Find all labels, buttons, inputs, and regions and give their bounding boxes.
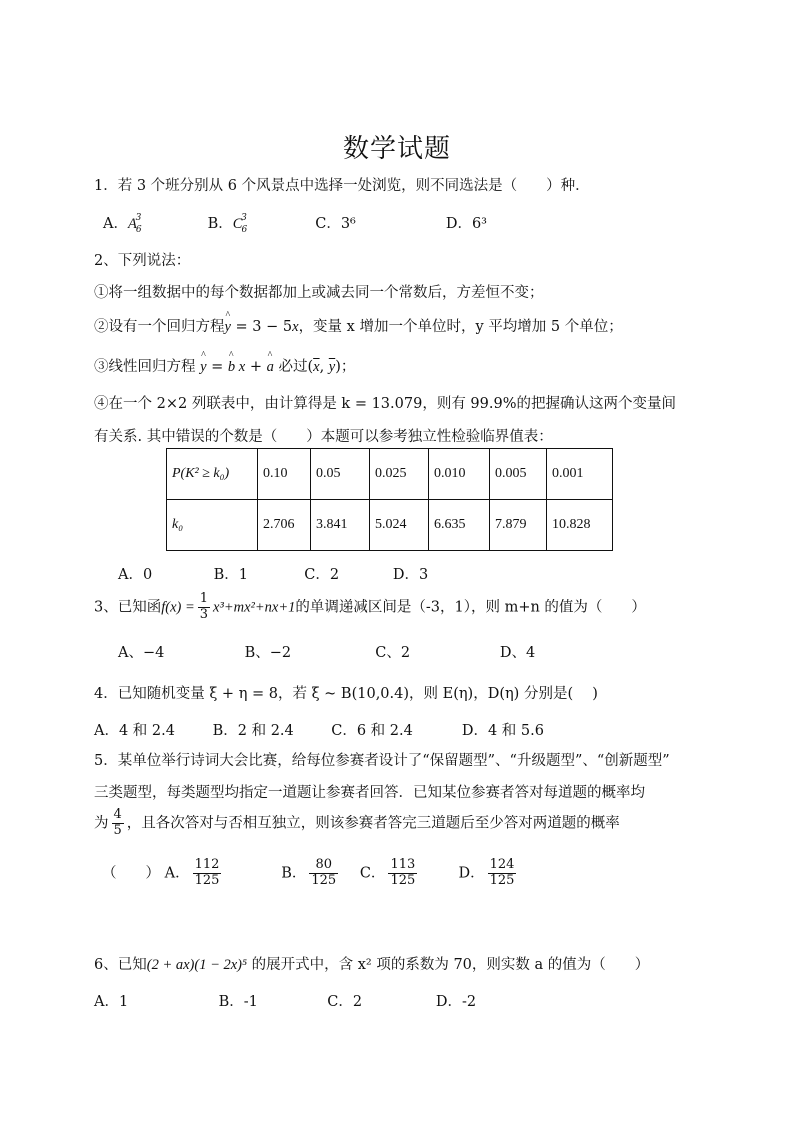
question-5-options [102, 858, 519, 889]
table-row [167, 449, 613, 500]
table-cell: 5.024 [370, 500, 429, 551]
option-d: D．-2 [435, 994, 477, 1010]
table-cell: 10.828 [547, 500, 613, 551]
statement-4-line-1: ④在一个 2×2 列联表中，由计算得是 k = 13.079，则有 99.9%的把握确认这两个变量间 [94, 396, 676, 412]
option-a: A．$A_6^3$ [103, 213, 142, 235]
option-b: B．-1 [218, 994, 258, 1010]
question-1-options [103, 212, 487, 235]
option-a: A．4 和 2.4 [94, 723, 175, 739]
question-3-options [118, 641, 535, 662]
option-b: B． $\frac{80}{125}$ [281, 857, 337, 888]
option-a: A．0 [118, 567, 153, 583]
table-row [167, 500, 613, 551]
option-d: D． $\frac{124}{125}$ [458, 857, 515, 888]
question-3: 3、已知函f(x) = $\frac{1}{3}$ x³+mx²+nx+1的单调递减区间是（-3，1），则 m+n 的值为（ ） [94, 591, 646, 622]
option-c: C． $\frac{113}{125}$ [359, 857, 416, 888]
option-d: D．6³ [445, 216, 487, 232]
option-c: C．2 [304, 567, 340, 583]
table-cell: 0.025 [370, 449, 429, 500]
option-a: A、−4 [118, 645, 165, 661]
option-c: C．6 和 2.4 [331, 723, 413, 739]
statement-3: ③线性回归方程 ^ y = ^ b x + ^ a 必过($\overline{x}$, $\overline{y}$)； [94, 355, 355, 376]
table-cell: 3.841 [311, 500, 370, 551]
option-b: B．$C_6^3$ [207, 213, 248, 235]
table-cell: 7.879 [490, 500, 547, 551]
option-d: D．3 [392, 567, 429, 583]
question-4: 4．已知随机变量 ξ + η = 8，若 ξ ~ B(10,0.4)，则 E(η)，D(η) 分别是( ) [94, 686, 598, 702]
table-cell: 0.005 [490, 449, 547, 500]
page-title: 数学试题 [342, 134, 451, 164]
option-c: C．2 [327, 994, 363, 1010]
question-5-line-3: 为 $\frac{4}{5}$ ，且各次答对与否相互独立，则该参赛者答完三道题后至少答对两道题的概率 [94, 807, 620, 838]
question-5-line-1: 5．某单位举行诗词大会比赛，给每位参赛者设计了“保留题型”、“升级题型”、“创新题型” [94, 753, 670, 769]
option-c: C、2 [375, 645, 411, 661]
statement-2: ②设有一个回归方程^ y = 3 − 5x，变量 x 增加一个单位时，y 平均增加 5 个单位； [94, 315, 623, 336]
option-a: A． $\frac{112}{125}$ [164, 857, 220, 888]
option-b: B、−2 [244, 645, 292, 661]
answer-blank: （ ） [102, 865, 160, 882]
option-d: D、4 [499, 645, 536, 661]
option-a: A．1 [94, 994, 129, 1010]
question-6-options [94, 990, 476, 1011]
question-4-options [94, 719, 544, 740]
table-header-k0: k₀ [167, 500, 258, 551]
question-6: 6、已知(2 + ax)(1 − 2x)⁵ 的展开式中，含 x² 项的系数为 70，则实数 a 的值为（ ） [94, 957, 650, 973]
table-cell: 0.10 [258, 449, 311, 500]
option-d: D．4 和 5.6 [461, 723, 544, 739]
option-c: C．3⁶ [315, 216, 356, 232]
table-cell: 0.010 [429, 449, 490, 500]
statement-1: ①将一组数据中的每个数据都加上或减去同一个常数后，方差恒不变； [94, 285, 544, 301]
question-2-intro: 2、下列说法： [94, 253, 191, 269]
table-cell: 0.05 [311, 449, 370, 500]
table-header-p: P(K² ≥ k₀) [167, 449, 258, 500]
table-cell: 2.706 [258, 500, 311, 551]
question-1: 1．若 3 个班分别从 6 个风景点中选择一处浏览，则不同选法是（ ）种． [94, 178, 590, 194]
table-cell: 0.001 [547, 449, 613, 500]
option-b: B．1 [213, 567, 248, 583]
option-b: B．2 和 2.4 [212, 723, 294, 739]
critical-value-table [166, 448, 613, 551]
question-2-options [118, 563, 428, 584]
question-5-line-2: 三类题型，每类题型均指定一道题让参赛者回答．已知某位参赛者答对每道题的概率均 [94, 785, 645, 801]
table-cell: 6.635 [429, 500, 490, 551]
statement-4-line-2: 有关系. 其中错误的个数是（ ）本题可以参考独立性检验临界值表： [94, 429, 553, 445]
